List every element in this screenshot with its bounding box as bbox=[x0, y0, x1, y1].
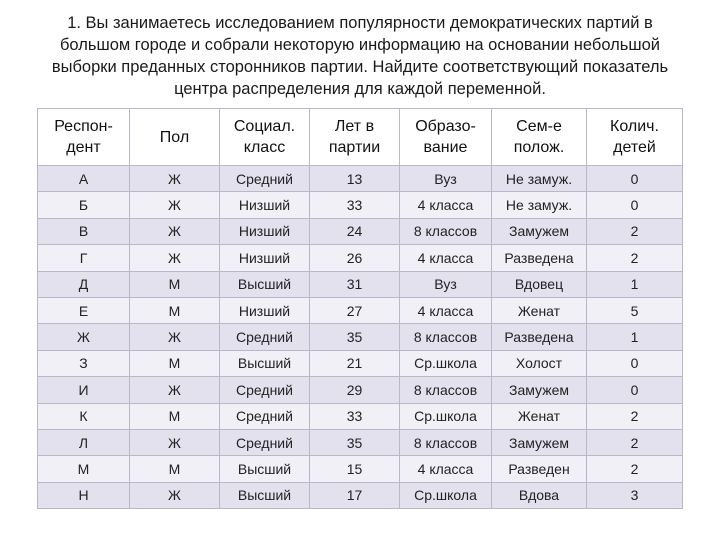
cell-years-in-party: 35 bbox=[310, 429, 400, 455]
cell-social-class: Низший bbox=[220, 192, 310, 218]
cell-social-class: Высший bbox=[220, 271, 310, 297]
cell-years-in-party: 24 bbox=[310, 218, 400, 244]
cell-years-in-party: 13 bbox=[310, 166, 400, 192]
cell-education: 8 классов bbox=[400, 429, 492, 455]
cell-sex: М bbox=[130, 403, 220, 429]
cell-children-count: 0 bbox=[587, 377, 683, 403]
cell-marital-status: Вдова bbox=[492, 482, 587, 508]
cell-social-class: Низший bbox=[220, 245, 310, 271]
header-years-in-party: Лет в партии bbox=[310, 109, 400, 166]
cell-children-count: 1 bbox=[587, 271, 683, 297]
cell-years-in-party: 33 bbox=[310, 403, 400, 429]
cell-education: 8 классов bbox=[400, 218, 492, 244]
cell-respondent: М bbox=[38, 456, 130, 482]
table-row bbox=[38, 350, 683, 376]
cell-respondent: В bbox=[38, 218, 130, 244]
cell-sex: Ж bbox=[130, 218, 220, 244]
table-header-row bbox=[38, 109, 683, 166]
cell-marital-status: Вдовец bbox=[492, 271, 587, 297]
cell-sex: М bbox=[130, 350, 220, 376]
cell-respondent: Б bbox=[38, 192, 130, 218]
cell-social-class: Высший bbox=[220, 482, 310, 508]
cell-education: 8 классов bbox=[400, 377, 492, 403]
cell-education: Ср.школа bbox=[400, 482, 492, 508]
cell-social-class: Средний bbox=[220, 377, 310, 403]
cell-years-in-party: 27 bbox=[310, 297, 400, 323]
cell-sex: Ж bbox=[130, 429, 220, 455]
table-row bbox=[38, 166, 683, 192]
cell-marital-status: Холост bbox=[492, 350, 587, 376]
cell-marital-status: Замужем bbox=[492, 429, 587, 455]
cell-children-count: 3 bbox=[587, 482, 683, 508]
table-row bbox=[38, 456, 683, 482]
cell-social-class: Средний bbox=[220, 166, 310, 192]
table-row bbox=[38, 245, 683, 271]
cell-children-count: 5 bbox=[587, 297, 683, 323]
table-row bbox=[38, 271, 683, 297]
header-social-class: Социал. класс bbox=[220, 109, 310, 166]
cell-education: Ср.школа bbox=[400, 403, 492, 429]
cell-sex: Ж bbox=[130, 377, 220, 403]
cell-years-in-party: 33 bbox=[310, 192, 400, 218]
table-row bbox=[38, 482, 683, 508]
cell-sex: Ж bbox=[130, 166, 220, 192]
header-respondent: Респон-дент bbox=[38, 109, 130, 166]
table-row bbox=[38, 297, 683, 323]
table-row bbox=[38, 218, 683, 244]
cell-respondent: И bbox=[38, 377, 130, 403]
cell-children-count: 2 bbox=[587, 403, 683, 429]
cell-respondent: З bbox=[38, 350, 130, 376]
cell-children-count: 2 bbox=[587, 245, 683, 271]
table-body bbox=[38, 166, 683, 509]
cell-years-in-party: 35 bbox=[310, 324, 400, 350]
task-text: 1. Вы занимаетесь исследованием популярности демократических партий в большом городе и собрали некоторую информацию на основании небольшой выборки преданных сторонников партии. Найдите соответствующий показатель центра распределения для каждой переменной. bbox=[51, 14, 669, 98]
header-sex: Пол bbox=[130, 109, 220, 166]
cell-children-count: 2 bbox=[587, 218, 683, 244]
cell-sex: Ж bbox=[130, 192, 220, 218]
cell-marital-status: Не замуж. bbox=[492, 166, 587, 192]
respondents-table bbox=[37, 108, 683, 509]
cell-social-class: Средний bbox=[220, 324, 310, 350]
cell-marital-status: Разведен bbox=[492, 456, 587, 482]
header-children-count: Колич. детей bbox=[587, 109, 683, 166]
cell-education: Ср.школа bbox=[400, 350, 492, 376]
cell-sex: Ж bbox=[130, 245, 220, 271]
cell-years-in-party: 31 bbox=[310, 271, 400, 297]
table-row bbox=[38, 429, 683, 455]
cell-years-in-party: 17 bbox=[310, 482, 400, 508]
cell-respondent: А bbox=[38, 166, 130, 192]
cell-respondent: Е bbox=[38, 297, 130, 323]
cell-education: 4 класса bbox=[400, 456, 492, 482]
header-education: Образо-вание bbox=[400, 109, 492, 166]
cell-children-count: 1 bbox=[587, 324, 683, 350]
cell-respondent: Д bbox=[38, 271, 130, 297]
cell-sex: М bbox=[130, 456, 220, 482]
cell-children-count: 0 bbox=[587, 166, 683, 192]
cell-children-count: 0 bbox=[587, 350, 683, 376]
cell-years-in-party: 15 bbox=[310, 456, 400, 482]
cell-respondent: Ж bbox=[38, 324, 130, 350]
cell-marital-status: Замужем bbox=[492, 377, 587, 403]
cell-education: 4 класса bbox=[400, 192, 492, 218]
cell-respondent: Г bbox=[38, 245, 130, 271]
cell-marital-status: Женат bbox=[492, 403, 587, 429]
cell-years-in-party: 29 bbox=[310, 377, 400, 403]
cell-sex: М bbox=[130, 297, 220, 323]
cell-social-class: Низший bbox=[220, 297, 310, 323]
cell-education: 8 классов bbox=[400, 324, 492, 350]
cell-children-count: 0 bbox=[587, 192, 683, 218]
cell-education: 4 класса bbox=[400, 245, 492, 271]
cell-children-count: 2 bbox=[587, 429, 683, 455]
header-marital-status: Сем-е полож. bbox=[492, 109, 587, 166]
cell-respondent: Н bbox=[38, 482, 130, 508]
cell-sex: Ж bbox=[130, 324, 220, 350]
cell-social-class: Высший bbox=[220, 350, 310, 376]
cell-social-class: Средний bbox=[220, 429, 310, 455]
table-row bbox=[38, 192, 683, 218]
cell-social-class: Высший bbox=[220, 456, 310, 482]
cell-sex: Ж bbox=[130, 482, 220, 508]
cell-education: 4 класса bbox=[400, 297, 492, 323]
cell-marital-status: Замужем bbox=[492, 218, 587, 244]
cell-years-in-party: 26 bbox=[310, 245, 400, 271]
cell-marital-status: Разведена bbox=[492, 245, 587, 271]
cell-sex: М bbox=[130, 271, 220, 297]
cell-social-class: Средний bbox=[220, 403, 310, 429]
table-row bbox=[38, 403, 683, 429]
cell-social-class: Низший bbox=[220, 218, 310, 244]
cell-years-in-party: 21 bbox=[310, 350, 400, 376]
cell-education: Вуз bbox=[400, 271, 492, 297]
table-row bbox=[38, 324, 683, 350]
cell-marital-status: Не замуж. bbox=[492, 192, 587, 218]
cell-respondent: К bbox=[38, 403, 130, 429]
cell-children-count: 2 bbox=[587, 456, 683, 482]
cell-marital-status: Женат bbox=[492, 297, 587, 323]
cell-respondent: Л bbox=[38, 429, 130, 455]
cell-marital-status: Разведена bbox=[492, 324, 587, 350]
cell-education: Вуз bbox=[400, 166, 492, 192]
table-row bbox=[38, 377, 683, 403]
